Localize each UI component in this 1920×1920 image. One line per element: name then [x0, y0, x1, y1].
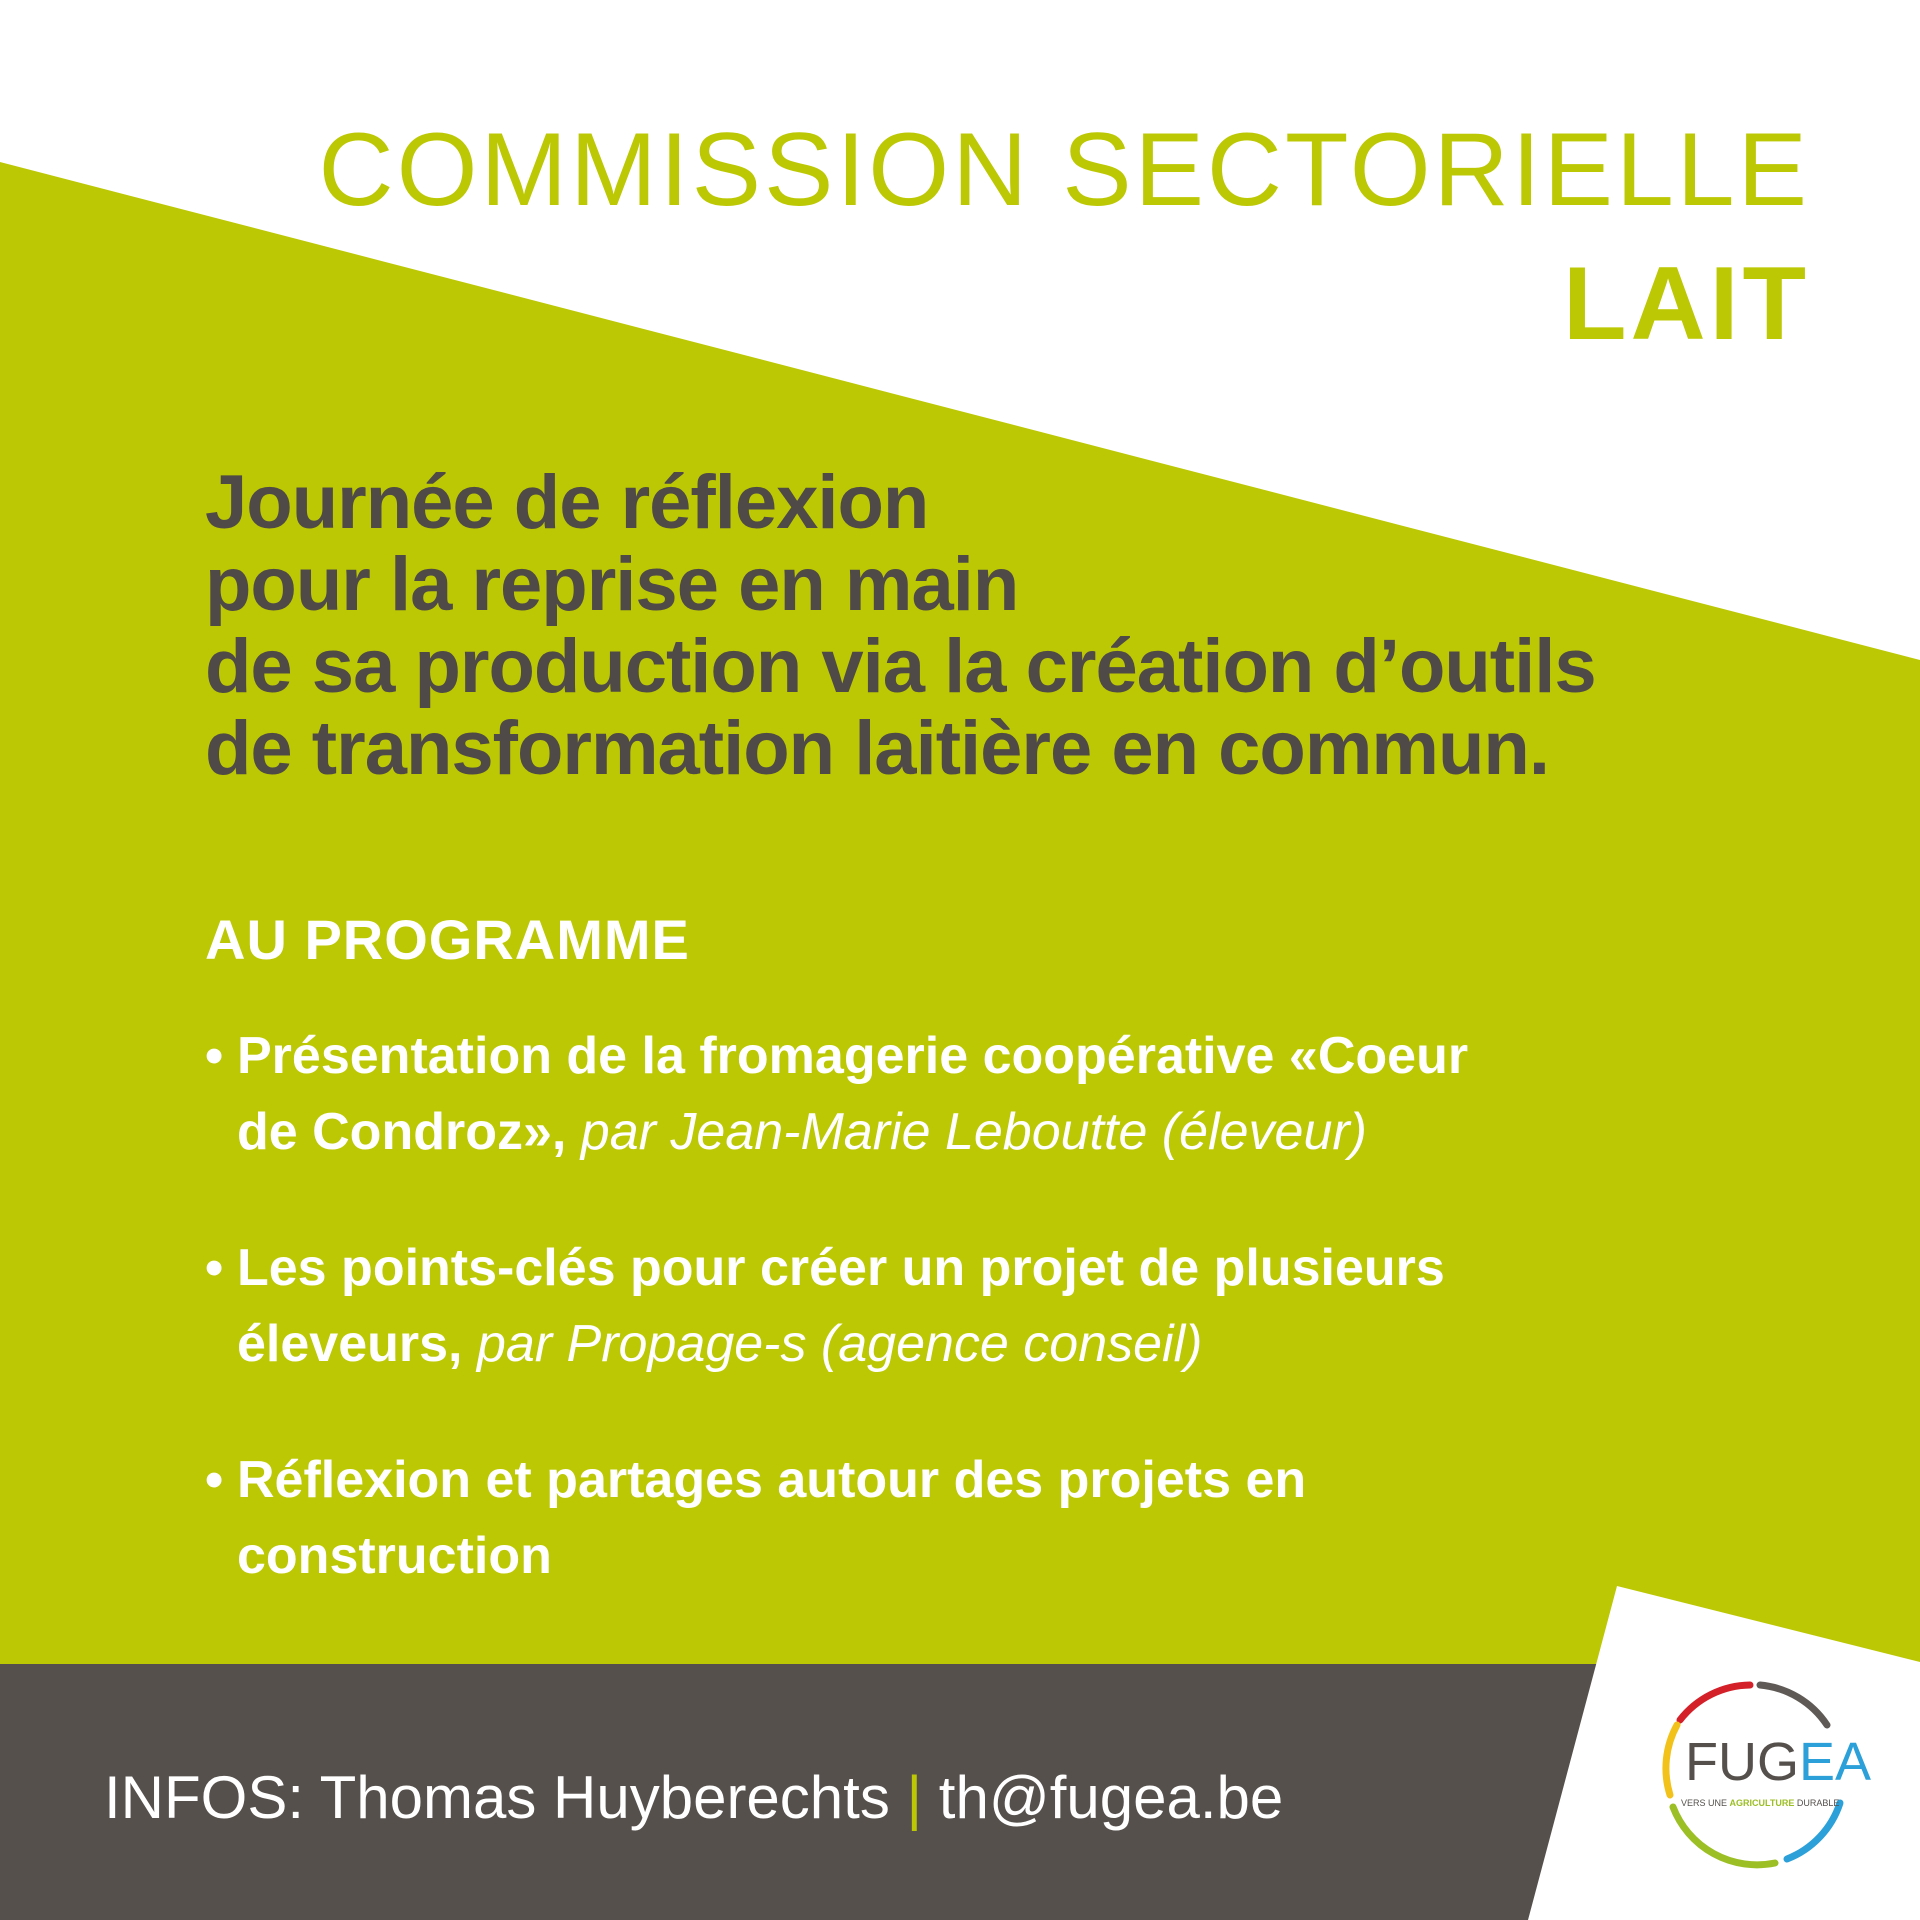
- headline-line: de sa production via la création d’outils: [205, 624, 1596, 709]
- logo-tagline-part: AGRICULTURE: [1729, 1798, 1795, 1808]
- program-item-line: [237, 1518, 1765, 1594]
- program-item-line: • Présentation de la fromagerie coopérative «Coeur: [237, 1027, 1469, 1085]
- program-item-title: de Condroz»,: [237, 1103, 567, 1161]
- program-item-line: [237, 1094, 1765, 1170]
- contact-label: INFOS: Thomas Huyberechts: [104, 1764, 890, 1831]
- program-title: AU PROGRAMME: [205, 908, 690, 971]
- program-item-line: [237, 1306, 1765, 1382]
- logo-word-part: FUG: [1685, 1732, 1799, 1792]
- program-item-speaker: par Propage-s (agence conseil): [476, 1315, 1203, 1373]
- contact-email-link[interactable]: th@fugea.be: [938, 1764, 1284, 1831]
- program-item: [205, 1018, 1765, 1170]
- headline-line: de transformation laitière en commun.: [205, 706, 1549, 791]
- logo-tagline-part: DURABLE: [1794, 1798, 1840, 1808]
- logo-word-part: EA: [1799, 1732, 1872, 1792]
- commission-title: COMMISSION SECTORIELLE: [318, 112, 1810, 228]
- fugea-logo: [1655, 1675, 1872, 1875]
- contact-separator: |: [906, 1764, 923, 1831]
- program-item-line: • Les points-clés pour créer un projet de plusieurs: [237, 1239, 1445, 1297]
- headline-line: Journée de réflexion: [205, 460, 929, 545]
- program-item-speaker: par Jean-Marie Leboutte (éleveur): [580, 1103, 1367, 1161]
- sector-title: LAIT: [1562, 246, 1810, 362]
- event-headline: [205, 462, 1825, 790]
- logo-tagline: [1681, 1799, 1839, 1808]
- program-item: [205, 1442, 1765, 1594]
- program-item-line: • Réflexion et partages autour des projets en: [237, 1451, 1307, 1509]
- headline-line: pour la reprise en main: [205, 542, 1019, 627]
- program-item: [205, 1230, 1765, 1382]
- program-item-title: éleveurs,: [237, 1315, 463, 1373]
- program-item-title: construction: [237, 1527, 552, 1585]
- logo-wordmark: [1685, 1732, 1872, 1792]
- program-list: [205, 1018, 1765, 1654]
- contact-info: [104, 1764, 1284, 1831]
- logo-tagline-part: VERS UNE: [1681, 1798, 1730, 1808]
